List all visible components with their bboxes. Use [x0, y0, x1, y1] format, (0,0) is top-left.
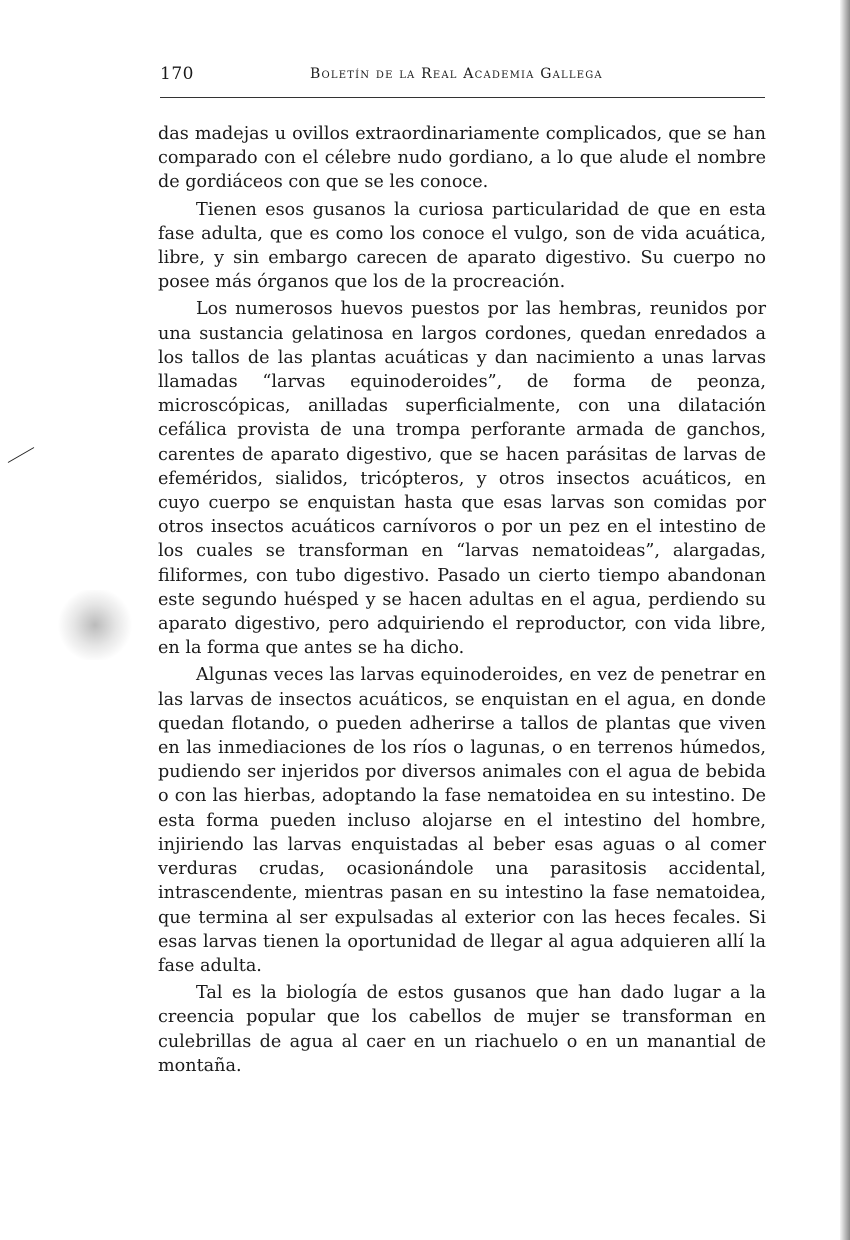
- header-rule: [160, 97, 765, 98]
- margin-pencil-mark: [8, 447, 34, 463]
- paragraph-continued: das madejas u ovillos extraordinariamente complicados, que se han comparado con el célebre nudo gordiano, a lo que alude el nombre de gordiáceos con que se les conoce.: [158, 124, 766, 193]
- scan-speckle: [55, 590, 135, 660]
- paragraph: Los numerosos huevos puestos por las hembras, reunidos por una sustancia gelatinosa en largos cordones, quedan enredados a los tallos de las plantas acuáticas y dan nacimiento a unas larvas llamadas “larvas equinoderoides”, de forma de peonza, microscópicas, anilladas superficialmente, con una dilatación cefálica provista de una trompa perforante armada de ganchos, carentes de aparato digestivo, que se hacen parásitas de larvas de efeméridos, sialidos, tricópteros, y otros insectos acuáticos, en cuyo cuerpo se enquistan hasta que esas larvas son comidas por otros insectos acuáticos carnívoros o por un pez en el intestino de los cuales se transforman en “larvas nematoideas”, alargadas, filiformes, con tubo digestivo. Pasado un cierto tiempo abandonan este segundo huésped y se hacen adultas en el agua, perdiendo su aparato digestivo, pero adquiriendo el reproductor, con vida libre, en la forma que antes se ha dicho.: [158, 299, 766, 659]
- paragraph: Tal es la biología de estos gusanos que han dado lugar a la creencia popular que los cabellos de mujer se transforman en culebrillas de agua al caer en un riachuelo o en un manantial de montaña.: [158, 983, 766, 1076]
- running-head: Boletín de la Real Academia Gallega: [310, 66, 603, 82]
- page-header: [160, 64, 765, 88]
- page-edge-shadow: [840, 0, 850, 1240]
- paragraph: Tienen esos gusanos la curiosa particularidad de que en esta fase adulta, que es como los conoce el vulgo, son de vida acuática, libre, y sin embargo carecen de aparato digestivo. Su cuerpo no posee más órganos que los de la procreación.: [158, 199, 766, 293]
- body-text: [158, 122, 766, 1078]
- paragraph: Algunas veces las larvas equinoderoides, en vez de penetrar en las larvas de insectos acuáticos, se enquistan en el agua, en donde quedan flotando, o pueden adherirse a tallos de plantas que viven en las inmediaciones de los ríos o lagunas, o en terrenos húmedos, pudiendo ser injeridos por diversos animales con el agua de bebida o con las hierbas, adoptando la fase nematoidea en su intestino. De esta forma pueden incluso alojarse en el intestino del hombre, injiriendo las larvas enquistadas al beber esas aguas o al comer verduras crudas, ocasionándole una parasitosis accidental, intrascendente, mientras pasan en su intestino la fase nematoidea, que termina al ser expulsadas al exterior con las heces fecales. Si esas larvas tienen la oportunidad de llegar al agua adquieren allí la fase adulta.: [158, 665, 766, 976]
- page-number: 170: [160, 64, 194, 84]
